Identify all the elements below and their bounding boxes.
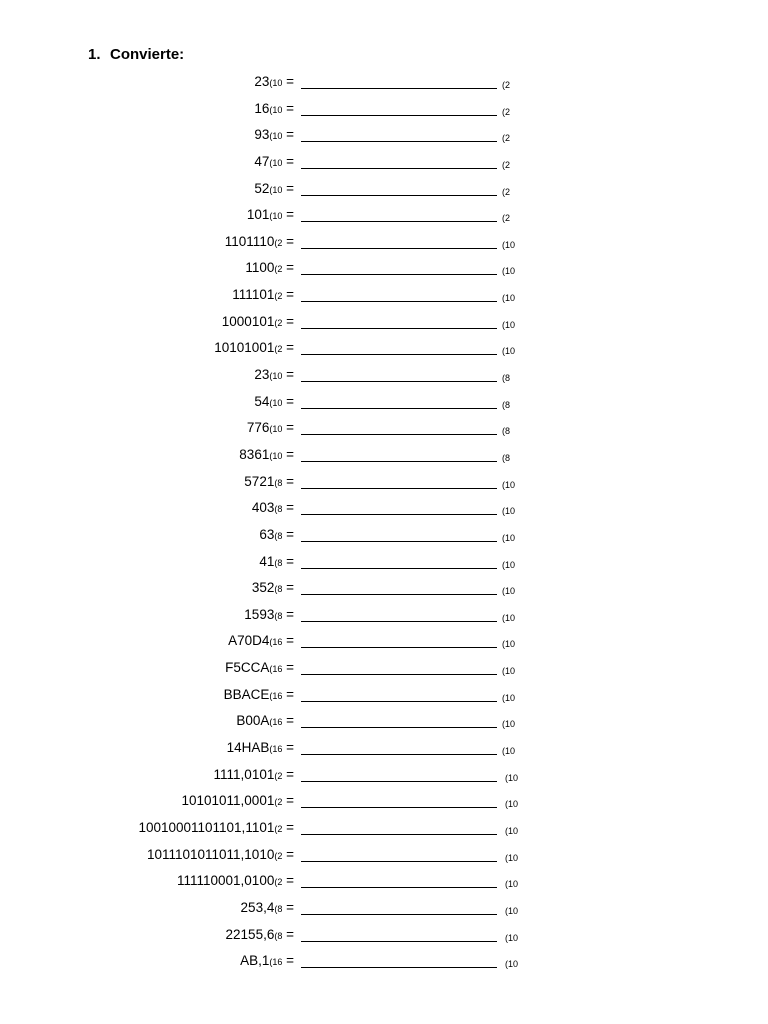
conversion-row [0,578,768,605]
conversion-row [0,445,768,472]
source-value: B00A [236,713,270,729]
source-number [225,660,294,675]
target-base: (8 [502,399,511,410]
conversion-row [0,925,768,952]
source-base: (10 [269,104,283,115]
source-number [241,900,294,915]
source-value: 8361 [239,446,270,462]
conversion-row [0,179,768,206]
equals-sign: = [282,766,294,782]
source-number [224,687,294,702]
source-base: (8 [274,477,283,488]
target-base: (10 [502,639,516,650]
answer-blank[interactable] [301,834,497,835]
source-value: 101 [246,207,270,223]
source-base: (16 [269,717,283,728]
target-base: (10 [505,905,519,916]
answer-blank[interactable] [301,807,497,808]
equals-sign: = [282,500,294,516]
equals-sign: = [282,420,294,436]
source-base: (2 [274,850,283,861]
source-base: (16 [269,637,283,648]
answer-blank[interactable] [301,195,497,196]
source-number [225,234,294,249]
source-value: 1101110 [224,233,275,249]
source-number [222,314,294,329]
equals-sign: = [282,446,294,462]
equals-sign: = [282,686,294,702]
exercise-heading [88,46,184,63]
conversion-row [0,685,768,712]
target-base: (10 [502,266,516,277]
source-value: 54 [254,393,270,409]
conversion-row [0,125,768,152]
source-base: (2 [274,264,283,275]
answer-blank[interactable] [301,354,497,355]
source-number [254,127,294,142]
source-base: (8 [274,530,283,541]
answer-blank[interactable] [301,88,497,89]
source-number [214,767,294,782]
source-number [177,873,294,888]
exercise-number: 1. [88,46,101,63]
answer-blank[interactable] [301,674,497,675]
source-number [254,181,294,196]
source-base: (10 [269,184,283,195]
conversion-row [0,285,768,312]
source-base: (2 [274,291,283,302]
conversion-row [0,365,768,392]
source-number [254,394,294,409]
equals-sign: = [282,180,294,196]
source-base: (2 [274,797,283,808]
source-value: 14HAB [226,740,270,756]
source-value: 22155,6 [225,926,275,942]
conversion-row [0,525,768,552]
answer-blank[interactable] [301,914,497,915]
target-base: (10 [505,959,519,970]
source-value: 10101011,0001 [181,793,275,809]
equals-sign: = [282,473,294,489]
conversion-row [0,818,768,845]
source-number [244,474,294,489]
source-base: (8 [274,930,283,941]
target-base: (10 [502,506,516,517]
source-value: 41 [259,553,275,569]
equals-sign: = [282,74,294,89]
equals-sign: = [282,899,294,915]
answer-blank[interactable] [301,754,497,755]
source-value: F5CCA [225,660,270,676]
source-value: 1000101 [221,313,275,329]
conversion-row [0,99,768,126]
target-base: (2 [502,213,511,224]
target-base: (10 [502,346,516,357]
answer-blank[interactable] [301,967,497,968]
conversion-row [0,258,768,285]
target-base: (10 [505,799,519,810]
source-base: (10 [269,131,283,142]
source-base: (8 [274,557,283,568]
target-base: (10 [502,719,516,730]
equals-sign: = [282,846,294,862]
target-base: (10 [505,825,519,836]
source-number [226,927,294,942]
conversion-row [0,738,768,765]
answer-blank[interactable] [301,248,497,249]
conversion-row [0,152,768,179]
source-value: 52 [254,180,270,196]
conversion-row [0,898,768,925]
target-base: (10 [502,532,516,543]
answer-blank[interactable] [301,434,497,435]
source-number [240,953,294,968]
source-base: (10 [269,78,283,88]
conversion-row [0,951,768,978]
equals-sign: = [282,553,294,569]
target-base: (10 [502,239,516,250]
equals-sign: = [282,100,294,116]
equals-sign: = [282,819,294,835]
target-base: (10 [502,479,516,490]
equals-sign: = [282,367,294,383]
source-base: (10 [269,450,283,461]
source-value: 10010001101101,1101 [138,819,275,835]
equals-sign: = [282,233,294,249]
conversion-row [0,791,768,818]
target-base: (2 [502,133,511,144]
source-value: 47 [254,153,270,169]
equals-sign: = [282,633,294,649]
source-value: 111110001,0100 [176,873,275,889]
source-number [181,793,294,808]
exercise-title: Convierte: [110,46,185,63]
source-value: 93 [254,127,270,143]
source-number [247,420,294,435]
source-base: (8 [274,903,283,914]
target-base: (8 [502,373,511,384]
target-base: (10 [505,852,519,863]
answer-blank[interactable] [301,568,497,569]
equals-sign: = [282,207,294,223]
answer-blank[interactable] [301,381,497,382]
source-value: AB,1 [240,953,270,969]
answer-blank[interactable] [301,168,497,169]
conversion-row [0,552,768,579]
source-value: 1011101011011,1010 [146,846,275,862]
conversion-row [0,232,768,259]
conversion-row [0,338,768,365]
conversion-row [0,605,768,632]
answer-blank[interactable] [301,781,497,782]
equals-sign: = [282,713,294,729]
equals-sign: = [282,393,294,409]
source-number [254,154,294,169]
answer-blank[interactable] [301,941,497,942]
answer-blank[interactable] [301,621,497,622]
answer-blank[interactable] [301,861,497,862]
source-value: 16 [254,100,270,116]
equals-sign: = [282,287,294,303]
target-base: (10 [505,772,519,783]
source-number [254,74,294,89]
source-value: 253,4 [240,899,275,915]
source-value: BBACE [223,686,270,702]
equals-sign: = [282,953,294,969]
conversion-row [0,312,768,339]
target-base: (10 [505,932,519,943]
answer-blank[interactable] [301,541,497,542]
target-base: (8 [502,452,511,463]
source-value: 111101 [232,287,275,303]
source-value: 1100 [245,260,275,276]
source-value: 63 [259,526,275,542]
target-base: (2 [502,186,511,197]
answer-blank[interactable] [301,328,497,329]
source-number [252,500,294,515]
conversion-row [0,845,768,872]
source-number [252,580,294,595]
source-base: (10 [269,397,283,408]
equals-sign: = [282,260,294,276]
source-base: (8 [274,610,283,621]
source-number [245,260,294,275]
answer-blank[interactable] [301,594,497,595]
conversion-row [0,658,768,685]
answer-blank[interactable] [301,408,497,409]
source-number [232,287,294,302]
conversion-row [0,472,768,499]
equals-sign: = [282,926,294,942]
source-value: 776 [246,420,270,436]
answer-blank[interactable] [301,461,497,462]
equals-sign: = [282,580,294,596]
source-number [147,847,294,862]
target-base: (10 [502,666,516,677]
target-base: (10 [502,692,516,703]
conversion-row [0,418,768,445]
answer-blank[interactable] [301,887,497,888]
source-value: 23 [254,74,270,89]
answer-blank[interactable] [301,301,497,302]
equals-sign: = [282,526,294,542]
source-value: 1111,0101 [213,766,275,782]
answer-blank[interactable] [301,115,497,116]
target-base: (8 [502,426,511,437]
source-number [228,633,294,648]
source-value: 10101001 [214,340,275,356]
source-value: A70D4 [228,633,270,649]
equals-sign: = [282,740,294,756]
conversion-row [0,72,768,99]
source-base: (8 [274,504,283,515]
target-base: (10 [502,319,516,330]
source-number [244,607,294,622]
answer-blank[interactable] [301,647,497,648]
equals-sign: = [282,793,294,809]
conversion-row [0,711,768,738]
source-number [138,820,294,835]
source-number [236,713,294,728]
source-number [239,447,294,462]
target-base: (10 [502,746,516,757]
target-base: (10 [502,612,516,623]
conversion-list [0,72,768,978]
source-number [227,740,294,755]
equals-sign: = [282,153,294,169]
equals-sign: = [282,340,294,356]
source-base: (2 [274,317,283,328]
source-base: (2 [274,823,283,834]
answer-blank[interactable] [301,274,497,275]
source-base: (10 [269,371,283,382]
target-base: (2 [502,159,511,170]
source-base: (8 [274,584,283,595]
source-base: (2 [274,344,283,355]
target-base: (2 [502,106,511,117]
equals-sign: = [282,127,294,143]
answer-blank[interactable] [301,141,497,142]
source-base: (16 [269,957,283,968]
equals-sign: = [282,660,294,676]
source-value: 23 [254,367,270,383]
conversion-row [0,205,768,232]
source-number [254,101,294,116]
conversion-row [0,498,768,525]
source-base: (10 [269,424,283,435]
source-base: (16 [269,690,283,701]
source-base: (2 [274,877,283,888]
target-base: (2 [502,80,511,90]
answer-blank[interactable] [301,514,497,515]
source-number [214,340,294,355]
source-base: (2 [274,770,283,781]
source-base: (2 [274,237,283,248]
source-number [254,367,294,382]
answer-blank[interactable] [301,727,497,728]
conversion-row [0,871,768,898]
source-number [247,207,294,222]
source-base: (16 [269,744,283,755]
target-base: (10 [502,293,516,304]
answer-blank[interactable] [301,488,497,489]
answer-blank[interactable] [301,221,497,222]
source-base: (10 [269,211,283,222]
source-value: 1593 [244,606,275,622]
source-value: 5721 [244,473,275,489]
equals-sign: = [282,313,294,329]
source-number [259,554,294,569]
conversion-row [0,631,768,658]
conversion-row [0,392,768,419]
source-value: 352 [251,580,275,596]
source-base: (16 [269,664,283,675]
source-value: 403 [251,500,275,516]
target-base: (10 [502,559,516,570]
conversion-row [0,765,768,792]
target-base: (10 [505,879,519,890]
target-base: (10 [502,586,516,597]
source-number [259,527,294,542]
equals-sign: = [282,873,294,889]
source-base: (10 [269,157,283,168]
answer-blank[interactable] [301,701,497,702]
equals-sign: = [282,606,294,622]
